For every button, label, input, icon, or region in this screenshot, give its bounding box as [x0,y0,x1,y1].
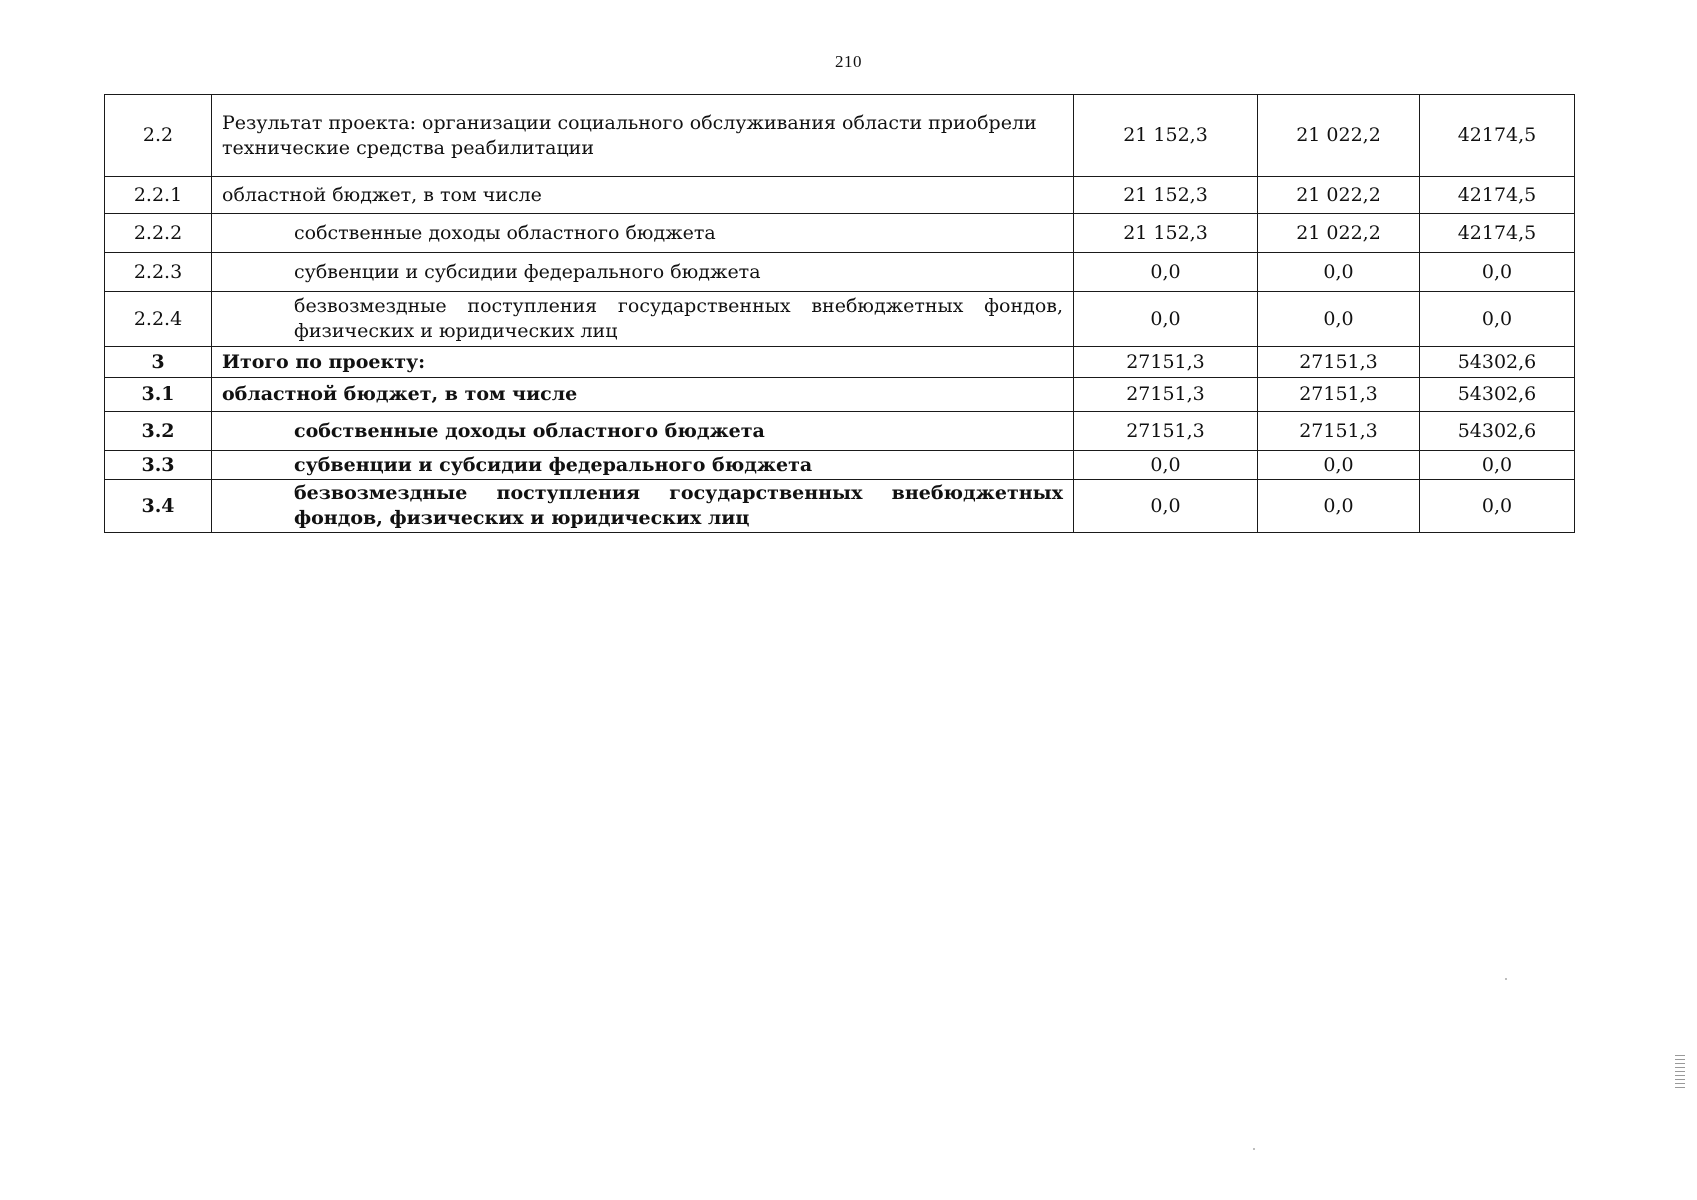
row-description: областной бюджет, в том числе [212,177,1074,214]
row-value-3: 0,0 [1420,292,1575,347]
row-value-3: 54302,6 [1420,412,1575,451]
row-description: собственные доходы областного бюджета [212,214,1074,253]
row-description: безвозмездные поступления государственных внебюджетных фондов, физических и юридических лиц [212,480,1074,533]
row-value-1: 0,0 [1074,480,1258,533]
row-value-1: 0,0 [1074,292,1258,347]
row-value-2: 21 022,2 [1258,177,1420,214]
row-number: 2.2.2 [105,214,212,253]
row-value-2: 27151,3 [1258,347,1420,378]
row-description: Результат проекта: организации социального обслуживания области приобрели технические средства реабилитации [212,95,1074,177]
row-number: 3 [105,347,212,378]
scan-artifact [1253,1148,1255,1150]
row-description: субвенции и субсидии федерального бюджета [212,451,1074,480]
row-value-3: 54302,6 [1420,347,1575,378]
row-value-1: 27151,3 [1074,347,1258,378]
table-row [105,347,1575,378]
row-value-1: 0,0 [1074,451,1258,480]
row-value-2: 21 022,2 [1258,95,1420,177]
row-description: субвенции и субсидии федерального бюджета [212,253,1074,292]
scan-artifact [1505,978,1507,980]
table-row [105,480,1575,533]
row-number: 3.1 [105,378,212,412]
row-description: областной бюджет, в том числе [212,378,1074,412]
row-number: 2.2.3 [105,253,212,292]
row-value-3: 54302,6 [1420,378,1575,412]
row-value-3: 42174,5 [1420,177,1575,214]
table-row [105,451,1575,480]
row-value-2: 0,0 [1258,253,1420,292]
row-number: 3.3 [105,451,212,480]
table-row [105,95,1575,177]
row-value-1: 21 152,3 [1074,214,1258,253]
row-value-3: 0,0 [1420,480,1575,533]
row-value-1: 27151,3 [1074,378,1258,412]
row-number: 2.2.1 [105,177,212,214]
budget-table [104,94,1575,533]
row-value-1: 0,0 [1074,253,1258,292]
row-value-2: 27151,3 [1258,378,1420,412]
row-description: Итого по проекту: [212,347,1074,378]
table-row [105,292,1575,347]
row-value-2: 0,0 [1258,480,1420,533]
row-number: 3.4 [105,480,212,533]
row-value-2: 0,0 [1258,292,1420,347]
row-value-1: 21 152,3 [1074,95,1258,177]
row-value-3: 42174,5 [1420,214,1575,253]
page-number: 210 [835,52,862,71]
row-number: 2.2 [105,95,212,177]
table-row [105,253,1575,292]
row-value-3: 42174,5 [1420,95,1575,177]
row-number: 2.2.4 [105,292,212,347]
table-row [105,412,1575,451]
row-number: 3.2 [105,412,212,451]
table-row [105,177,1575,214]
row-value-3: 0,0 [1420,253,1575,292]
table-row [105,378,1575,412]
table-row [105,214,1575,253]
row-value-3: 0,0 [1420,451,1575,480]
row-description: собственные доходы областного бюджета [212,412,1074,451]
row-value-2: 0,0 [1258,451,1420,480]
row-description: безвозмездные поступления государственных внебюджетных фондов, физических и юридических лиц [212,292,1074,347]
row-value-1: 21 152,3 [1074,177,1258,214]
row-value-1: 27151,3 [1074,412,1258,451]
row-value-2: 27151,3 [1258,412,1420,451]
scan-artifact [1675,1055,1685,1091]
row-value-2: 21 022,2 [1258,214,1420,253]
